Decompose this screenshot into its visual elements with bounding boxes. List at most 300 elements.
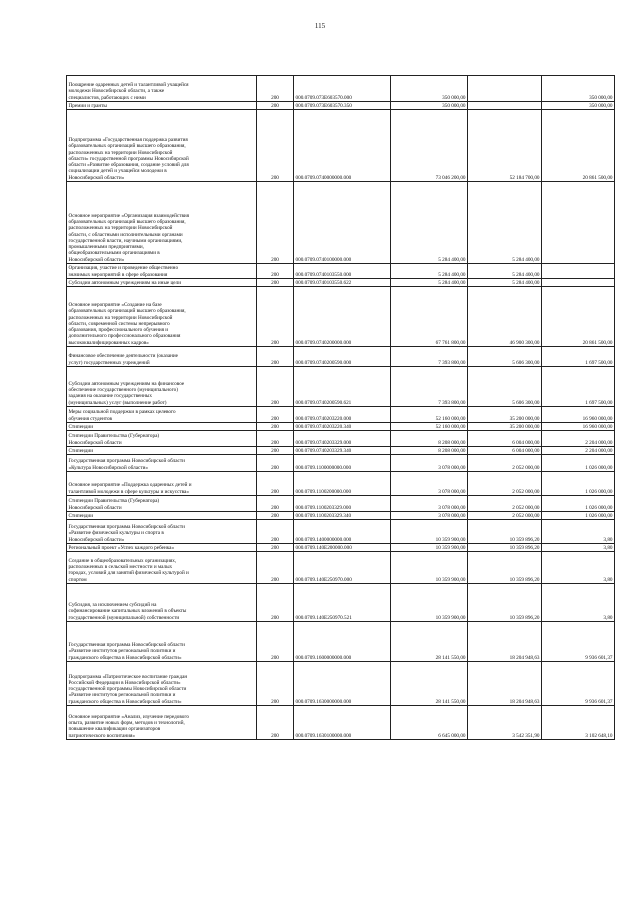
row-code-cell bbox=[294, 76, 391, 102]
row-amount-regional-cell-text: 9 936 601,37 bbox=[585, 698, 613, 705]
row-amount-regional-cell bbox=[542, 110, 615, 182]
row-code-cell bbox=[294, 622, 391, 662]
row-amount-federal-cell bbox=[468, 544, 542, 552]
row-name-cell bbox=[67, 423, 257, 431]
table-row bbox=[67, 367, 615, 407]
row-vr-cell bbox=[257, 496, 294, 512]
table-row bbox=[67, 110, 615, 182]
row-vr-cell-text: 200 bbox=[271, 415, 279, 422]
row-amount-federal-cell-text: 5 606 300,00 bbox=[512, 399, 540, 406]
row-vr-cell-text: 200 bbox=[271, 698, 279, 705]
row-amount-regional-cell-text: 20 861 500,00 bbox=[582, 174, 613, 181]
row-amount-federal-cell-text: 18 204 948,63 bbox=[509, 654, 540, 661]
row-vr-cell bbox=[257, 544, 294, 552]
row-name-cell bbox=[67, 110, 257, 182]
row-vr-cell bbox=[257, 264, 294, 279]
row-amount-regional-cell bbox=[542, 182, 615, 264]
row-code-cell bbox=[294, 455, 391, 472]
row-vr-cell-text: 200 bbox=[271, 447, 279, 454]
row-amount-regional-cell-text: 2 204 000,00 bbox=[585, 447, 613, 454]
table-row bbox=[67, 264, 615, 279]
row-amount-total-cell-text: 52 160 000,00 bbox=[435, 415, 466, 422]
row-vr-cell-text: 200 bbox=[271, 256, 279, 263]
row-vr-cell-text: 200 bbox=[271, 399, 279, 406]
row-amount-federal-cell-text: 10 359 896,20 bbox=[509, 536, 540, 543]
row-amount-regional-cell bbox=[542, 279, 615, 287]
row-vr-cell-text: 200 bbox=[271, 512, 279, 519]
row-amount-regional-cell-text: 9 936 601,37 bbox=[585, 654, 613, 661]
row-amount-total-cell-text: 10 359 900,00 bbox=[435, 614, 466, 621]
row-code-cell bbox=[294, 264, 391, 279]
row-code-cell-text: 000.0709.0740103550.622 bbox=[295, 279, 352, 286]
row-name-cell bbox=[67, 584, 257, 622]
row-vr-cell-text: 200 bbox=[271, 102, 279, 109]
row-amount-regional-cell bbox=[542, 706, 615, 740]
table-row bbox=[67, 76, 615, 102]
row-amount-federal-cell bbox=[468, 622, 542, 662]
row-name-cell-text: Стипендии Правительства (Губернатора) Новосибирской области bbox=[68, 433, 160, 446]
row-amount-federal-cell-text: 10 359 896,20 bbox=[509, 614, 540, 621]
row-name-cell-text: Финансовое обеспечение деятельности (оказание услуг) государственных учреждений bbox=[68, 353, 178, 366]
row-code-cell bbox=[294, 367, 391, 407]
row-name-cell-text: Государственная программа Новосибирской области «Развитие физической культуры и спорта в Новосибирской области» bbox=[68, 524, 185, 543]
row-code-cell-text: 000.0709.1100000000.000 bbox=[295, 464, 352, 471]
row-code-cell-text: 000.0709.073E603570.350 bbox=[295, 102, 352, 109]
row-amount-regional-cell bbox=[542, 662, 615, 706]
row-amount-total-cell bbox=[391, 407, 468, 423]
row-amount-federal-cell-text: 5 284 400,00 bbox=[512, 256, 540, 263]
row-amount-total-cell bbox=[391, 622, 468, 662]
row-vr-cell bbox=[257, 407, 294, 423]
row-code-cell bbox=[294, 584, 391, 622]
row-amount-total-cell-text: 5 284 400,00 bbox=[438, 256, 466, 263]
row-name-cell-text: Государственная программа Новосибирской области «Развитие институтов региональной политики и гражданского общества в Новосибирской области» bbox=[68, 642, 185, 661]
row-amount-federal-cell bbox=[468, 662, 542, 706]
row-code-cell bbox=[294, 706, 391, 740]
row-vr-cell-text: 200 bbox=[271, 536, 279, 543]
row-amount-federal-cell bbox=[468, 520, 542, 544]
row-vr-cell bbox=[257, 520, 294, 544]
row-amount-federal-cell bbox=[468, 496, 542, 512]
row-vr-cell-text: 200 bbox=[271, 488, 279, 495]
row-amount-total-cell-text: 28 141 550,00 bbox=[435, 698, 466, 705]
row-code-cell bbox=[294, 287, 391, 347]
row-name-cell-text: Региональный проект «Успех каждого ребенка» bbox=[68, 544, 175, 551]
row-amount-federal-cell bbox=[468, 264, 542, 279]
row-code-cell-text: 000.0709.140E250970.521 bbox=[295, 614, 352, 621]
row-amount-regional-cell bbox=[542, 622, 615, 662]
row-vr-cell-text: 200 bbox=[271, 654, 279, 661]
row-amount-total-cell bbox=[391, 279, 468, 287]
row-name-cell bbox=[67, 520, 257, 544]
row-amount-regional-cell bbox=[542, 447, 615, 455]
row-vr-cell bbox=[257, 662, 294, 706]
row-amount-total-cell-text: 5 284 400,00 bbox=[438, 279, 466, 286]
table-row bbox=[67, 622, 615, 662]
row-amount-federal-cell-text: 10 359 896,20 bbox=[509, 544, 540, 551]
row-code-cell bbox=[294, 512, 391, 520]
row-name-cell-text: Субсидия, за исключением субсидий на софинансирование капитальных вложений в объекты государственной (муниципальной) собственности bbox=[68, 602, 187, 621]
row-amount-federal-cell-text: 18 204 948,63 bbox=[509, 698, 540, 705]
row-amount-total-cell bbox=[391, 76, 468, 102]
row-amount-federal-cell bbox=[468, 706, 542, 740]
row-vr-cell bbox=[257, 76, 294, 102]
row-amount-total-cell bbox=[391, 584, 468, 622]
row-amount-total-cell-text: 67 761 800,00 bbox=[435, 339, 466, 346]
row-code-cell-text: 000.0709.1600000000.000 bbox=[295, 654, 352, 661]
row-amount-federal-cell-text: 35 200 000,00 bbox=[509, 415, 540, 422]
row-code-cell-text: 000.0709.0740200590.000 bbox=[295, 359, 352, 366]
row-vr-cell-text: 200 bbox=[271, 576, 279, 583]
row-amount-regional-cell bbox=[542, 496, 615, 512]
row-amount-total-cell-text: 7 393 800,00 bbox=[438, 359, 466, 366]
row-amount-total-cell-text: 52 160 000,00 bbox=[435, 423, 466, 430]
row-name-cell bbox=[67, 662, 257, 706]
row-vr-cell bbox=[257, 472, 294, 496]
row-name-cell bbox=[67, 279, 257, 287]
row-vr-cell bbox=[257, 279, 294, 287]
row-amount-total-cell-text: 10 359 900,00 bbox=[435, 536, 466, 543]
row-amount-total-cell bbox=[391, 182, 468, 264]
row-vr-cell-text: 200 bbox=[271, 504, 279, 511]
table-row bbox=[67, 102, 615, 110]
row-code-cell bbox=[294, 110, 391, 182]
row-code-cell bbox=[294, 472, 391, 496]
table-row bbox=[67, 287, 615, 347]
row-name-cell-text: Создание в общеобразовательных организациях, расположенных в сельской местности и малых городах, условий для занятий физической культурой и спортом bbox=[68, 557, 189, 583]
row-code-cell-text: 000.0709.0740200590.621 bbox=[295, 399, 352, 406]
row-amount-total-cell bbox=[391, 662, 468, 706]
row-code-cell-text: 000.0709.0740200000.000 bbox=[295, 339, 352, 346]
row-name-cell bbox=[67, 544, 257, 552]
row-amount-regional-cell-text: 3,80 bbox=[603, 536, 613, 543]
row-vr-cell-text: 200 bbox=[271, 339, 279, 346]
row-amount-total-cell bbox=[391, 347, 468, 367]
row-name-cell-text: Меры социальной поддержки в рамках целевого обучения студентов bbox=[68, 409, 176, 422]
row-amount-regional-cell bbox=[542, 544, 615, 552]
row-vr-cell bbox=[257, 110, 294, 182]
row-amount-total-cell-text: 3 078 000,00 bbox=[438, 464, 466, 471]
row-amount-federal-cell bbox=[468, 552, 542, 584]
row-amount-federal-cell bbox=[468, 287, 542, 347]
row-code-cell-text: 000.0709.0740203329.340 bbox=[295, 447, 352, 454]
table-row bbox=[67, 544, 615, 552]
row-code-cell-text: 000.0709.1100200000.000 bbox=[295, 488, 352, 495]
row-name-cell-text: Основное мероприятие «Организация взаимодействия образовательных организаций высшего образования, расположенных на территории Новосибирской области, с областными исполнительными органами государственной власти, научными организациями, промышленными предприятиями, общеобразовательными организациями в Новосибирской области» bbox=[68, 212, 190, 263]
row-amount-regional-cell bbox=[542, 431, 615, 447]
row-vr-cell bbox=[257, 584, 294, 622]
budget-table-body bbox=[67, 76, 615, 740]
row-amount-total-cell-text: 3 078 000,00 bbox=[438, 488, 466, 495]
table-row bbox=[67, 520, 615, 544]
row-amount-regional-cell bbox=[542, 264, 615, 279]
row-amount-total-cell bbox=[391, 110, 468, 182]
row-amount-regional-cell bbox=[542, 552, 615, 584]
table-row bbox=[67, 584, 615, 622]
budget-table bbox=[66, 75, 615, 740]
row-amount-federal-cell bbox=[468, 447, 542, 455]
row-code-cell bbox=[294, 407, 391, 423]
row-amount-total-cell-text: 3 078 000,00 bbox=[438, 512, 466, 519]
row-name-cell bbox=[67, 552, 257, 584]
row-vr-cell-text: 200 bbox=[271, 174, 279, 181]
row-amount-federal-cell-text: 2 052 000,00 bbox=[512, 488, 540, 495]
row-code-cell-text: 000.0709.1630100000.000 bbox=[295, 732, 352, 739]
row-amount-federal-cell-text: 2 052 000,00 bbox=[512, 464, 540, 471]
row-name-cell-text: Субсидии автономным учреждениям на финансовое обеспечение государственного (муниципального) задания на оказание государственных (муниципальных) услуг (выполнение работ) bbox=[68, 380, 185, 406]
row-name-cell-text: Подпрограмма «Государственная поддержка развития образовательных организаций высшего образования, расположенных на территории Новосибирской области» государственной программы Новосибирской области «Развитие образования, создание условий для социализации детей и учащейся молодежи в Новосибирской области» bbox=[68, 136, 189, 181]
row-amount-total-cell-text: 7 393 800,00 bbox=[438, 399, 466, 406]
row-amount-total-cell-text: 350 000,00 bbox=[442, 94, 466, 101]
row-vr-cell-text: 200 bbox=[271, 544, 279, 551]
row-code-cell bbox=[294, 423, 391, 431]
row-amount-regional-cell-text: 3,80 bbox=[603, 544, 613, 551]
row-name-cell-text: Основное мероприятие «Анализ, изучение передового опыта, развитие новых форм, методов и технологий, повышение квалификации организаторов патриотического воспитания» bbox=[68, 713, 189, 739]
row-vr-cell bbox=[257, 622, 294, 662]
row-vr-cell-text: 200 bbox=[271, 423, 279, 430]
row-vr-cell bbox=[257, 182, 294, 264]
row-vr-cell bbox=[257, 552, 294, 584]
row-vr-cell bbox=[257, 431, 294, 447]
row-name-cell-text: Стипендии bbox=[68, 512, 93, 519]
row-vr-cell bbox=[257, 706, 294, 740]
row-amount-total-cell bbox=[391, 496, 468, 512]
row-amount-total-cell bbox=[391, 447, 468, 455]
row-amount-federal-cell-text: 3 542 351,90 bbox=[512, 732, 540, 739]
row-amount-federal-cell bbox=[468, 76, 542, 102]
row-amount-regional-cell-text: 3,80 bbox=[603, 576, 613, 583]
row-amount-federal-cell bbox=[468, 110, 542, 182]
row-amount-total-cell-text: 10 359 900,00 bbox=[435, 576, 466, 583]
row-amount-regional-cell bbox=[542, 407, 615, 423]
row-amount-regional-cell-text: 16 960 000,00 bbox=[582, 423, 613, 430]
row-amount-regional-cell bbox=[542, 76, 615, 102]
row-amount-regional-cell-text: 16 960 000,00 bbox=[582, 415, 613, 422]
table-row bbox=[67, 472, 615, 496]
row-amount-federal-cell bbox=[468, 279, 542, 287]
row-name-cell bbox=[67, 622, 257, 662]
row-amount-regional-cell-text: 2 204 000,00 bbox=[585, 439, 613, 446]
row-amount-federal-cell-text: 5 284 400,00 bbox=[512, 279, 540, 286]
row-amount-federal-cell bbox=[468, 102, 542, 110]
row-code-cell-text: 000.0709.0740100000.000 bbox=[295, 256, 352, 263]
row-amount-total-cell bbox=[391, 455, 468, 472]
row-amount-total-cell bbox=[391, 552, 468, 584]
row-code-cell bbox=[294, 662, 391, 706]
row-amount-regional-cell-text: 350 000,00 bbox=[589, 102, 613, 109]
row-amount-regional-cell-text: 350 000,00 bbox=[589, 94, 613, 101]
row-amount-regional-cell-text: 1 026 000,00 bbox=[585, 504, 613, 511]
row-name-cell-text: Организация, участие и проведение общественно значимых мероприятий в сфере образования bbox=[68, 265, 179, 278]
row-amount-regional-cell bbox=[542, 367, 615, 407]
row-code-cell-text: 000.0709.073E603570.000 bbox=[295, 94, 352, 101]
row-amount-total-cell bbox=[391, 512, 468, 520]
row-code-cell-text: 000.0709.0740203220.340 bbox=[295, 423, 352, 430]
row-vr-cell bbox=[257, 423, 294, 431]
row-amount-total-cell-text: 6 645 000,00 bbox=[438, 732, 466, 739]
row-amount-regional-cell bbox=[542, 102, 615, 110]
row-amount-regional-cell bbox=[542, 512, 615, 520]
row-name-cell bbox=[67, 347, 257, 367]
row-name-cell-text: Субсидии автономным учреждениям на иные цели bbox=[68, 279, 181, 286]
row-amount-total-cell-text: 73 046 200,00 bbox=[435, 174, 466, 181]
row-vr-cell-text: 200 bbox=[271, 359, 279, 366]
row-name-cell bbox=[67, 102, 257, 110]
row-vr-cell-text: 200 bbox=[271, 94, 279, 101]
row-name-cell bbox=[67, 287, 257, 347]
row-name-cell bbox=[67, 182, 257, 264]
row-code-cell bbox=[294, 544, 391, 552]
row-amount-regional-cell-text: 1 697 500,00 bbox=[585, 399, 613, 406]
row-amount-federal-cell bbox=[468, 472, 542, 496]
row-name-cell-text: Стипендии bbox=[68, 447, 93, 454]
row-name-cell bbox=[67, 706, 257, 740]
row-amount-regional-cell-text: 1 697 500,00 bbox=[585, 359, 613, 366]
row-amount-total-cell bbox=[391, 264, 468, 279]
table-row bbox=[67, 496, 615, 512]
row-amount-federal-cell bbox=[468, 512, 542, 520]
row-amount-federal-cell bbox=[468, 407, 542, 423]
row-amount-total-cell-text: 10 359 900,00 bbox=[435, 544, 466, 551]
row-amount-total-cell bbox=[391, 102, 468, 110]
row-code-cell-text: 000.0709.0740203329.000 bbox=[295, 439, 352, 446]
row-vr-cell-text: 200 bbox=[271, 614, 279, 621]
table-row bbox=[67, 347, 615, 367]
row-name-cell bbox=[67, 76, 257, 102]
row-name-cell-text: Основное мероприятие «Поддержка одаренных детей и талантливой молодежи в сфере культуры и искусства» bbox=[68, 482, 192, 495]
row-name-cell-text: Поощрение одаренных детей и талантливой учащейся молодежи Новосибирской области, а также специалистов, работающих с ними bbox=[68, 82, 189, 101]
row-vr-cell bbox=[257, 512, 294, 520]
row-amount-total-cell bbox=[391, 287, 468, 347]
table-row bbox=[67, 407, 615, 423]
row-name-cell bbox=[67, 472, 257, 496]
table-row bbox=[67, 552, 615, 584]
row-amount-total-cell-text: 5 284 400,00 bbox=[438, 271, 466, 278]
row-amount-regional-cell bbox=[542, 520, 615, 544]
row-amount-federal-cell-text: 46 900 300,00 bbox=[509, 339, 540, 346]
row-amount-total-cell-text: 350 000,00 bbox=[442, 102, 466, 109]
row-code-cell bbox=[294, 496, 391, 512]
row-code-cell-text: 000.0709.0740000000.000 bbox=[295, 174, 352, 181]
row-amount-federal-cell bbox=[468, 431, 542, 447]
row-code-cell bbox=[294, 431, 391, 447]
row-amount-regional-cell-text: 20 861 500,00 bbox=[582, 339, 613, 346]
row-name-cell bbox=[67, 367, 257, 407]
row-name-cell-text: Государственная программа Новосибирской области «Культура Новосибирской области» bbox=[68, 458, 185, 471]
row-vr-cell-text: 200 bbox=[271, 279, 279, 286]
row-amount-federal-cell-text: 2 052 000,00 bbox=[512, 512, 540, 519]
row-amount-federal-cell bbox=[468, 347, 542, 367]
row-name-cell-text: Стипендии bbox=[68, 423, 93, 430]
table-row bbox=[67, 455, 615, 472]
row-code-cell bbox=[294, 102, 391, 110]
row-amount-federal-cell-text: 52 184 700,00 bbox=[509, 174, 540, 181]
row-amount-federal-cell bbox=[468, 423, 542, 431]
row-amount-federal-cell bbox=[468, 584, 542, 622]
row-amount-regional-cell-text: 1 026 000,00 bbox=[585, 464, 613, 471]
row-vr-cell bbox=[257, 102, 294, 110]
row-name-cell bbox=[67, 407, 257, 423]
table-row bbox=[67, 706, 615, 740]
row-vr-cell-text: 200 bbox=[271, 732, 279, 739]
row-vr-cell bbox=[257, 287, 294, 347]
row-amount-total-cell bbox=[391, 520, 468, 544]
row-amount-regional-cell-text: 3 102 648,10 bbox=[585, 732, 613, 739]
row-vr-cell bbox=[257, 367, 294, 407]
row-name-cell-text: Стипендии Правительства (Губернатора) Новосибирской области bbox=[68, 498, 160, 511]
row-name-cell-text: Основное мероприятие «Создание на базе образовательных организаций высшего образования, расположенных на территории Новосибирской области, современной системы непрерывного образования, профессионального обучения и дополнительного профессионального образования высококвалифицированных кадров» bbox=[68, 301, 186, 346]
row-code-cell-text: 000.0709.1100203329.000 bbox=[295, 504, 352, 511]
row-code-cell bbox=[294, 182, 391, 264]
row-amount-regional-cell bbox=[542, 584, 615, 622]
row-amount-federal-cell bbox=[468, 455, 542, 472]
row-amount-total-cell bbox=[391, 544, 468, 552]
row-amount-regional-cell bbox=[542, 287, 615, 347]
row-vr-cell-text: 200 bbox=[271, 271, 279, 278]
row-amount-total-cell-text: 28 141 550,00 bbox=[435, 654, 466, 661]
row-code-cell-text: 000.0709.1100203329.340 bbox=[295, 512, 352, 519]
row-code-cell bbox=[294, 347, 391, 367]
row-amount-regional-cell bbox=[542, 347, 615, 367]
table-row bbox=[67, 447, 615, 455]
row-amount-federal-cell-text: 6 004 000,00 bbox=[512, 447, 540, 454]
row-amount-regional-cell-text: 1 026 000,00 bbox=[585, 488, 613, 495]
row-name-cell-text: Премии и гранты bbox=[68, 102, 107, 109]
row-amount-regional-cell bbox=[542, 423, 615, 431]
table-row bbox=[67, 423, 615, 431]
row-vr-cell bbox=[257, 455, 294, 472]
row-amount-total-cell-text: 3 078 000,00 bbox=[438, 504, 466, 511]
row-amount-regional-cell-text: 3,80 bbox=[603, 614, 613, 621]
row-code-cell-text: 000.0709.140E250970.000 bbox=[295, 576, 352, 583]
row-name-cell bbox=[67, 447, 257, 455]
row-amount-federal-cell-text: 2 052 000,00 bbox=[512, 504, 540, 511]
table-row bbox=[67, 182, 615, 264]
row-name-cell bbox=[67, 496, 257, 512]
row-amount-federal-cell bbox=[468, 182, 542, 264]
table-row bbox=[67, 662, 615, 706]
row-vr-cell bbox=[257, 447, 294, 455]
row-code-cell-text: 000.0709.0740203220.000 bbox=[295, 415, 352, 422]
row-name-cell bbox=[67, 431, 257, 447]
row-amount-total-cell bbox=[391, 367, 468, 407]
row-code-cell-text: 000.0709.0740103550.000 bbox=[295, 271, 352, 278]
row-amount-federal-cell-text: 5 606 300,00 bbox=[512, 359, 540, 366]
row-amount-federal-cell-text: 35 200 000,00 bbox=[509, 423, 540, 430]
page-number: 115 bbox=[314, 22, 326, 30]
row-code-cell-text: 000.0709.1630000000.000 bbox=[295, 698, 352, 705]
row-amount-total-cell bbox=[391, 423, 468, 431]
row-amount-total-cell bbox=[391, 431, 468, 447]
row-amount-regional-cell bbox=[542, 455, 615, 472]
row-code-cell-text: 000.0709.140E200000.000 bbox=[295, 544, 352, 551]
row-amount-total-cell-text: 8 208 000,00 bbox=[438, 439, 466, 446]
row-amount-federal-cell-text: 10 359 896,20 bbox=[509, 576, 540, 583]
table-row bbox=[67, 431, 615, 447]
row-name-cell-text: Подпрограмма «Патриотическое воспитание граждан Российской Федерации в Новосибирской области» государственной программы Новосибирской области «Развитие институтов региональной политики и гражданского общества в Новосибирской области» bbox=[68, 673, 188, 705]
row-code-cell-text: 000.0709.1400000000.000 bbox=[295, 536, 352, 543]
row-vr-cell-text: 200 bbox=[271, 439, 279, 446]
row-amount-federal-cell bbox=[468, 367, 542, 407]
table-row bbox=[67, 512, 615, 520]
row-amount-total-cell bbox=[391, 706, 468, 740]
row-amount-total-cell bbox=[391, 472, 468, 496]
row-vr-cell-text: 200 bbox=[271, 464, 279, 471]
row-name-cell bbox=[67, 512, 257, 520]
row-name-cell bbox=[67, 455, 257, 472]
table-row bbox=[67, 279, 615, 287]
row-amount-federal-cell-text: 6 004 000,00 bbox=[512, 439, 540, 446]
